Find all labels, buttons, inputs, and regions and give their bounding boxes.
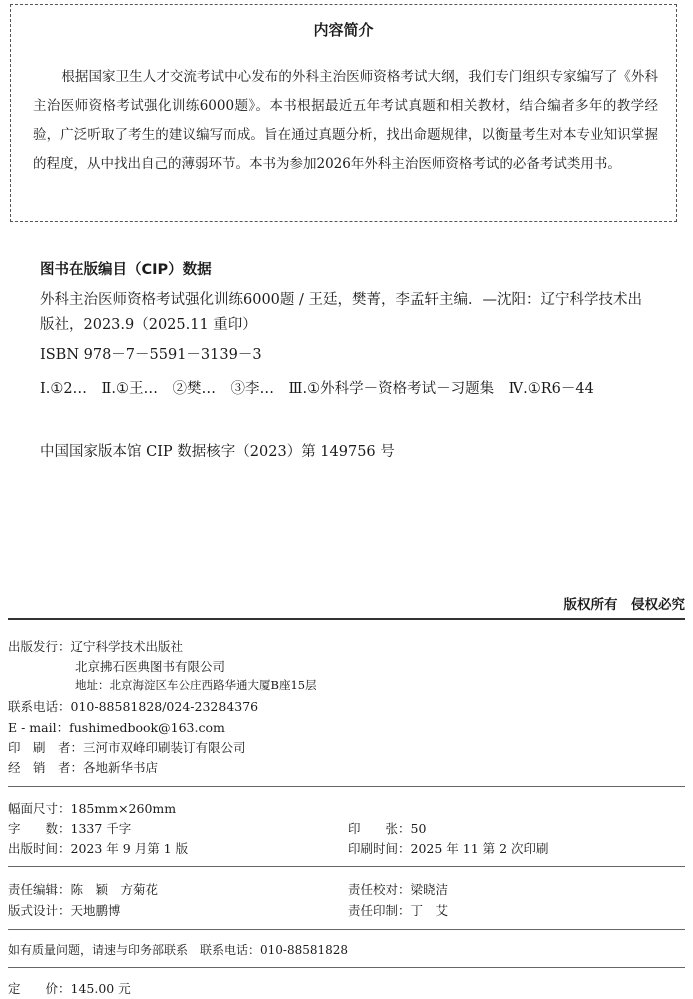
dealer-label: 经 销 者： [8,760,84,775]
summary-title: 内容简介 [313,21,374,39]
proof-value: 梁晓洁 [410,882,449,897]
phone-row [8,697,258,715]
summary-box [10,4,677,222]
size-value: 185mm×260mm [70,801,177,816]
printer-label: 印 刷 者： [8,740,84,755]
sheets-row [348,819,426,837]
dealer-value: 各地新华书店 [83,760,159,775]
publisher-name: 辽宁科学技术出版社 [70,639,184,654]
size-row [8,799,176,817]
cip-bibliographic-line: 外科主治医师资格考试强化训练6000题 / 王廷，樊菁，李孟轩主编．—沈阳：辽宁科学技术出版社，2023.9（2025.11 重印） [40,292,643,333]
publisher-row [8,637,183,655]
printer-value: 三河市双峰印刷装订有限公司 [83,740,246,755]
cip-number: 中国国家版本馆 CIP 数据核字（2023）第 149756 号 [40,444,395,460]
size-label: 幅面尺寸： [8,801,71,816]
email-value: fushimedbook@163.com [69,720,225,735]
quality-note: 如有质量问题，请速与印务部联系 联系电话：010-88581828 [8,943,349,957]
words-value: 1337 千字 [70,821,132,836]
design-row [8,901,121,919]
rights-statement: 版权所有 侵权必究 [563,597,685,613]
design-label: 版式设计： [8,903,71,918]
proof-row [348,880,448,898]
print-resp-value: 丁 艾 [410,903,449,918]
phone-value: 010-88581828/024-23284376 [70,699,259,714]
proof-label: 责任校对： [348,882,411,897]
email-row [8,718,225,736]
price-value: 145.00 元 [70,981,131,996]
cip-classification: Ⅰ.①2… Ⅱ.①王… ②樊… ③李… Ⅲ.①外科学－资格考试－习题集 Ⅳ.①R6－44 [40,381,594,397]
editor-value: 陈 颖 方菊花 [70,882,159,897]
sheets-value: 50 [410,821,427,836]
publisher-address: 地址：北京海淀区车公庄西路华通大厦B座15层 [75,678,317,692]
divider [8,929,685,930]
price-label: 定 价： [8,981,71,996]
phone-label: 联系电话： [8,699,71,714]
divider [8,618,685,620]
cip-title: 图书在版编目（CIP）数据 [40,262,212,278]
words-label: 字 数： [8,821,71,836]
publisher-name-2: 北京拂石医典图书有限公司 [75,659,226,674]
divider [8,967,685,968]
price-row [8,979,131,997]
design-value: 天地鹏博 [70,903,121,918]
publisher-label: 出版发行： [8,639,71,654]
editor-row [8,880,158,898]
words-row [8,819,131,837]
printtime-row [348,839,549,857]
printtime-label: 印刷时间： [348,841,411,856]
pubtime-row [8,839,188,857]
printer-row [8,738,246,756]
pubtime-label: 出版时间： [8,841,71,856]
divider [8,866,685,867]
email-label: E - mail： [8,720,70,735]
pubtime-value: 2023 年 9 月第 1 版 [70,841,189,856]
print-resp-row [348,901,448,919]
editor-label: 责任编辑： [8,882,71,897]
printtime-value: 2025 年 11 第 2 次印刷 [410,841,549,856]
dealer-row [8,758,158,776]
cip-isbn: ISBN 978－7－5591－3139－3 [40,347,262,363]
summary-body: 根据国家卫生人才交流考试中心发布的外科主治医师资格考试大纲，我们专门组织专家编写了《外科主治医师资格考试强化训练6000题》。本书根据最近五年考试真题和相关教材，结合编者多年的教学经验，广泛听取了考生的建议编写而成。旨在通过真题分析，找出命题规律，以衡量考生对本专业知识掌握的程度，从中找出自己的薄弱环节。本书为参加2026年外科主治医师资格考试的必备考试类用书。 [33,69,658,172]
print-resp-label: 责任印制： [348,903,411,918]
sheets-label: 印 张： [348,821,411,836]
divider [8,786,685,787]
